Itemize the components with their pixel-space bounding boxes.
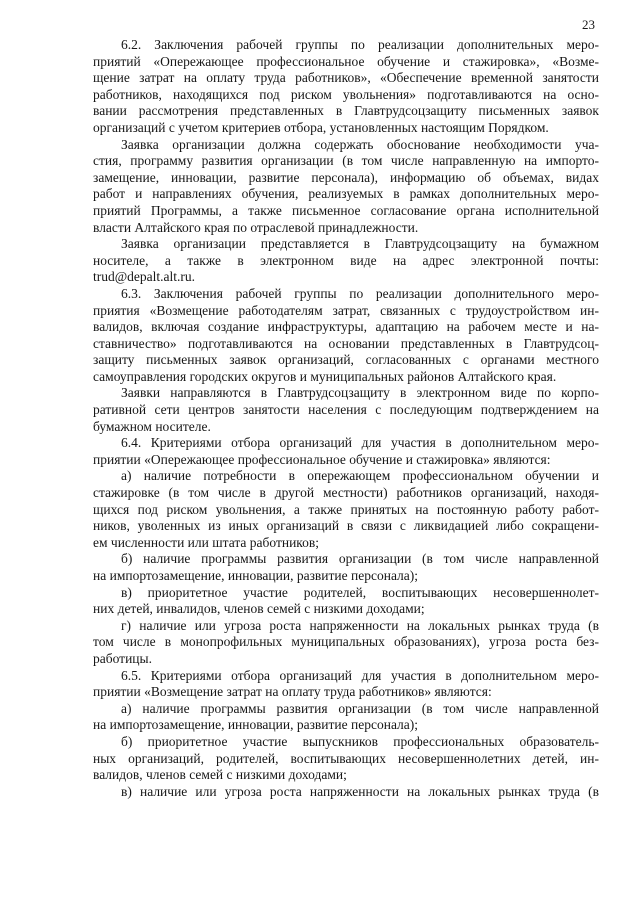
text-line-l27: а) наличие потребности в опережающем профессиональном обучении и <box>121 468 599 484</box>
text-line-l07: Заявка организации должна содержать обоснование необходимости уча- <box>121 136 599 152</box>
text-line-l22: Заявки направляются в Главтрудсоцзащиту в электронном виде по корпо- <box>121 385 599 401</box>
text-line-l12: власти Алтайского края по отраслевой принадлежности. <box>93 219 419 235</box>
text-line-l28: стажировке (в том числе в другой местности) работников организаций, находя- <box>93 485 599 501</box>
text-line-l10: работ и направлениях обучения, реализуемых в рамках дополнительных меро- <box>93 186 599 202</box>
text-line-l34: в) приоритетное участие родителей, воспитывающих несовершеннолет- <box>121 584 599 600</box>
text-line-l05: вании рассмотрения представленных в Главтрудсоцзащиту письменных заявок <box>93 103 599 119</box>
text-line-l31: ем численности или штата работников; <box>93 534 320 550</box>
text-line-l37: том числе в монопрофильных муниципальных образованиях), угроза роста без- <box>93 634 599 650</box>
text-line-l04: работников, находящихся под риском увольнения» подготавливаются на осно- <box>93 86 599 102</box>
text-line-l18: валидов, включая создание инфраструктуры, адаптацию на рабочем месте и на- <box>93 319 599 335</box>
text-line-l39: 6.5. Критериями отбора организаций для участия в дополнительном меро- <box>121 667 599 683</box>
text-line-l01: 6.2. Заключения рабочей группы по реализации дополнительных меро- <box>121 37 599 52</box>
text-line-l46: в) наличие или угроза роста напряженности на локальных рынках труда (в <box>121 783 599 799</box>
text-line-l32: б) наличие программы развития организации (в том числе направленной <box>121 551 599 567</box>
text-line-l45: валидов, членов семей с низкими доходами; <box>93 767 347 783</box>
text-line-l19: ставничество» подготавливаются на основании представленных в Главтрудсоц- <box>93 335 599 351</box>
text-line-l43: б) приоритетное участие выпускников профессиональных образователь- <box>121 733 599 749</box>
text-line-l38: работицы. <box>93 650 152 666</box>
text-line-l08: стия, программу развития организации (в том числе направленную на импорто- <box>93 153 599 169</box>
text-line-l23: ративной сети центров занятости населения с последующим подтверждением на <box>93 402 599 418</box>
text-line-l13: Заявка организации представляется в Главтрудсоцзащиту на бумажном <box>121 236 599 252</box>
text-line-l06: организаций с учетом критериев отбора, установленных настоящим Порядком. <box>93 119 549 135</box>
text-line-l33: на импортозамещение, инновации, развитие персонала); <box>93 568 419 583</box>
text-line-l40: приятии «Возмещение затрат на оплату труда работников» являются: <box>93 684 492 700</box>
text-line-l44: ных организаций, родителей, воспитывающих несовершеннолетних детей, ин- <box>93 750 599 766</box>
text-line-l25: 6.4. Критериями отбора организаций для участия в дополнительном меро- <box>121 435 599 451</box>
text-line-l35: них детей, инвалидов, членов семей с низкими доходами; <box>93 601 425 617</box>
page-number: 23 <box>582 17 595 32</box>
text-line-l09: замещение, инновации, развитие персонала), информацию об объемах, видах <box>93 169 599 185</box>
text-line-l42: на импортозамещение, инновации, развитие персонала); <box>93 717 419 733</box>
text-line-l30: ников, уволенных из иных организаций в связи с ликвидацией либо сокращени- <box>93 518 599 534</box>
text-line-l21: самоуправления городских округов и муниципальных районов Алтайского края. <box>93 368 557 384</box>
text-line-l03: щение затрат на оплату труда работников», «Обеспечение временной занятости <box>93 70 599 86</box>
text-line-l41: а) наличие программы развития организации (в том числе направленной <box>121 700 599 716</box>
text-line-l17: приятия «Возмещение работодателям затрат, связанных с трудоустройством ин- <box>93 302 599 318</box>
text-line-l29: щихся под риском увольнения, а также принятых на постоянную работу работ- <box>93 501 599 517</box>
text-line-l16: 6.3. Заключения рабочей группы по реализации дополнительного меро- <box>121 285 599 301</box>
text-line-l15: trud@depalt.alt.ru. <box>93 269 196 285</box>
text-line-l20: защиту письменных заявок организаций, согласованных с органами местного <box>93 352 599 368</box>
text-line-l26: приятии «Опережающее профессиональное обучение и стажировка» являются: <box>93 451 551 467</box>
text-line-l14: носителе, а также в электронном виде на адрес электронной почты: <box>93 252 599 268</box>
document-body <box>93 37 599 800</box>
text-line-l24: бумажном носителе. <box>93 418 211 434</box>
text-line-l11: приятий Программы, а также письменное согласование органа исполнительной <box>93 202 599 218</box>
text-line-l36: г) наличие или угроза роста напряженности на локальных рынках труда (в <box>121 617 599 633</box>
text-line-l02: приятий «Опережающее профессиональное обучение и стажировка», «Возме- <box>93 53 599 69</box>
